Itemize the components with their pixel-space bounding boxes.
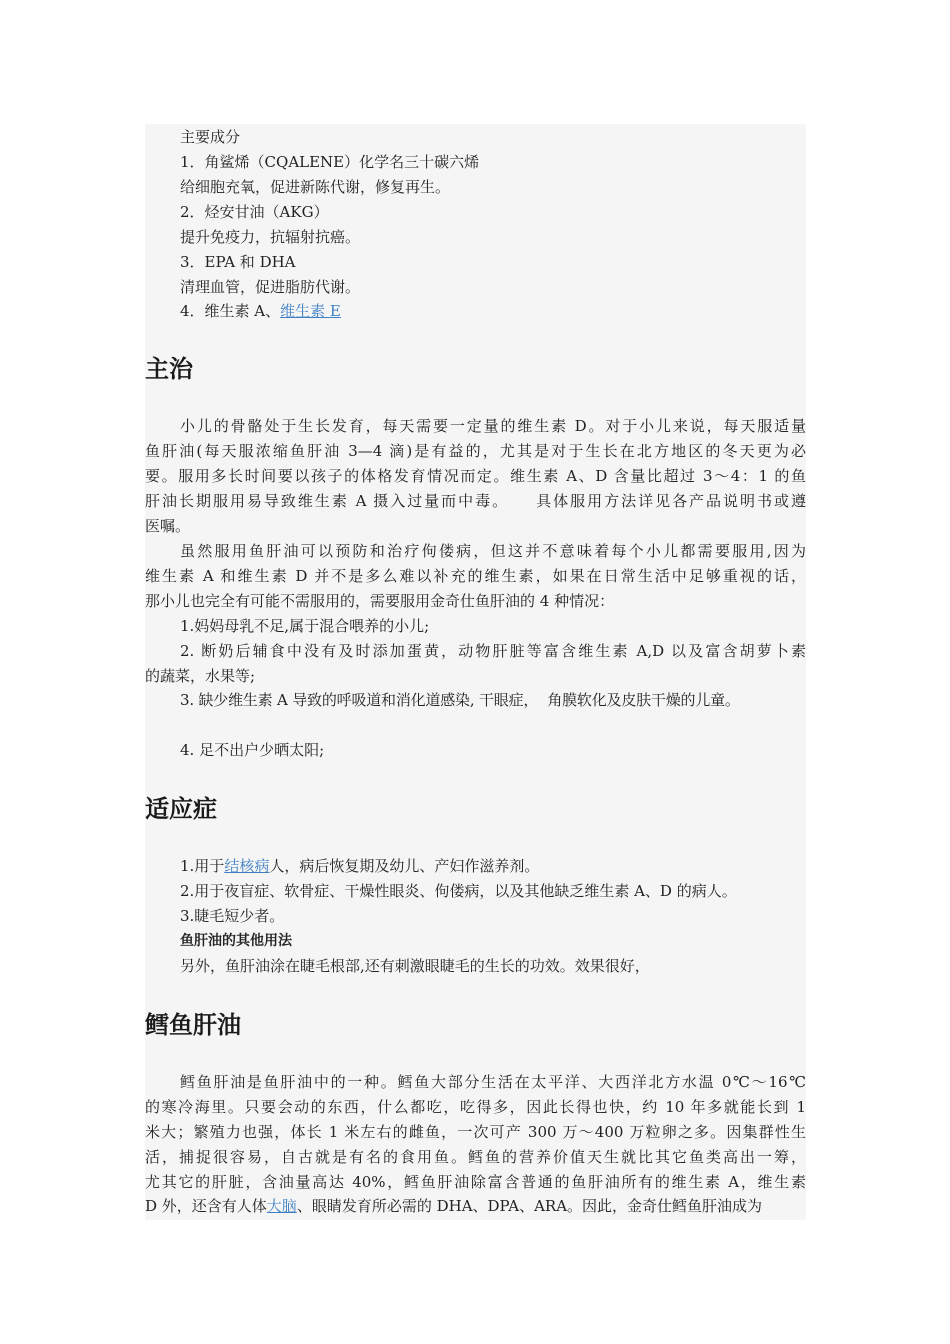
case-1: 1.妈妈母乳不足,属于混合喂养的小儿; <box>180 617 430 635</box>
cod-line3: 米大；繁殖力也强，体长 1 米左右的雌鱼，一次可产 300 万～400 万粒卵之多。因集群性生 <box>145 1123 806 1141</box>
cod-line6 <box>145 1196 762 1216</box>
treatment-p1-line5: 医嘱。 <box>145 517 191 535</box>
brain-link[interactable]: 大脑 <box>266 1197 297 1215</box>
indication-1-suffix: 人，病后恢复期及幼儿、产妇作滋养剂。 <box>269 857 540 875</box>
indication-1-prefix: 1.用于 <box>180 857 225 875</box>
vitamin-e-link[interactable]: 维生素 E <box>280 302 341 320</box>
cod-line5: 尤其它的肝脏，含油量高达 40%，鳕鱼肝油除富含普通的鱼肝油所有的维生素 A，维生素 <box>145 1173 806 1191</box>
cod-heading: 鳕鱼肝油 <box>145 1011 241 1039</box>
treatment-p1-line2: 鱼肝油(每天服浓缩鱼肝油 3—4 滴)是有益的，尤其是对于生长在北方地区的冬天更为必 <box>145 442 806 460</box>
case-2-line1: 2. 断奶后辅食中没有及时添加蛋黄，动物肝脏等富含维生素 A,D 以及富含胡萝卜素 <box>180 642 806 660</box>
ingredient-4 <box>180 301 341 321</box>
treatment-p1-line3: 要。服用多长时间要以孩子的体格发育情况而定。维生素 A、D 含量比超过 3～4：1 的鱼 <box>145 467 806 485</box>
treatment-p2-line1: 虽然服用鱼肝油可以预防和治疗佝偻病，但这并不意味着每个小儿都需要服用,因为 <box>180 542 806 560</box>
cod-line2: 的寒冷海里。只要会动的东西，什么都吃，吃得多，因此长得也快，约 10 年多就能长到 1 <box>145 1098 806 1116</box>
other-usage-title: 鱼肝油的其他用法 <box>180 933 292 949</box>
cod-line4: 活，捕捉很容易，自古就是有名的食用鱼。鳕鱼的营养价值天生就比其它鱼类高出一筹， <box>145 1148 806 1166</box>
case-4: 4. 足不出户少晒太阳; <box>180 741 325 759</box>
indication-3: 3.睫毛短少者。 <box>180 907 285 925</box>
ingredient-1-desc: 给细胞充氧，促进新陈代谢，修复再生。 <box>180 178 451 196</box>
treatment-p1-line1: 小儿的骨骼处于生长发育，每天需要一定量的维生素 D。对于小儿来说，每天服适量 <box>180 417 806 435</box>
treatment-heading: 主治 <box>145 355 193 383</box>
other-usage-text: 另外，鱼肝油涂在睫毛根部,还有刺激眼睫毛的生长的功效。效果很好， <box>180 957 650 975</box>
ingredient-1: 1．角鲨烯（CQALENE）化学名三十碳六烯 <box>180 153 480 171</box>
ingredient-2-desc: 提升免疫力，抗辐射抗癌。 <box>180 228 361 246</box>
tuberculosis-link[interactable]: 结核病 <box>224 857 270 875</box>
case-2-line2: 的蔬菜，水果等; <box>145 667 256 685</box>
ingredient-4-text: 4．维生素 A、 <box>180 302 281 320</box>
treatment-p1-line4: 肝油长期服用易导致维生素 A 摄入过量而中毒。 具体服用方法详见各产品说明书或遵 <box>145 492 806 510</box>
indication-2: 2.用于夜盲症、软骨症、干燥性眼炎、佝偻病，以及其他缺乏维生素 A、D 的病人。 <box>180 882 737 900</box>
ingredient-2: 2．烃安甘油（AKG） <box>180 203 329 221</box>
indications-heading: 适应症 <box>145 795 217 823</box>
cod-line1: 鳕鱼肝油是鱼肝油中的一种。鳕鱼大部分生活在太平洋、大西洋北方水温 0℃～16℃ <box>180 1073 806 1091</box>
treatment-p2-line2: 维生素 A 和维生素 D 并不是多么难以补充的维生素，如果在日常生活中足够重视的话， <box>145 567 806 585</box>
treatment-p2-line3: 那小儿也完全有可能不需服用的，需要服用金奇仕鱼肝油的 4 种情况： <box>145 592 615 610</box>
indication-1 <box>180 856 539 876</box>
case-3: 3. 缺少维生素 A 导致的呼吸道和消化道感染, 干眼症， 角膜软化及皮肤干燥的儿童。 <box>180 691 740 709</box>
ingredient-3-desc: 清理血管，促进脂肪代谢。 <box>180 278 361 296</box>
document-body <box>145 124 806 1220</box>
cod-line6-suffix: 、眼睛发育所必需的 DHA、DPA、ARA。因此，金奇仕鳕鱼肝油成为 <box>296 1197 763 1215</box>
ingredients-title: 主要成分 <box>180 128 241 146</box>
cod-line6-prefix: D 外，还含有人体 <box>145 1197 267 1215</box>
ingredient-3: 3．EPA 和 DHA <box>180 253 296 271</box>
